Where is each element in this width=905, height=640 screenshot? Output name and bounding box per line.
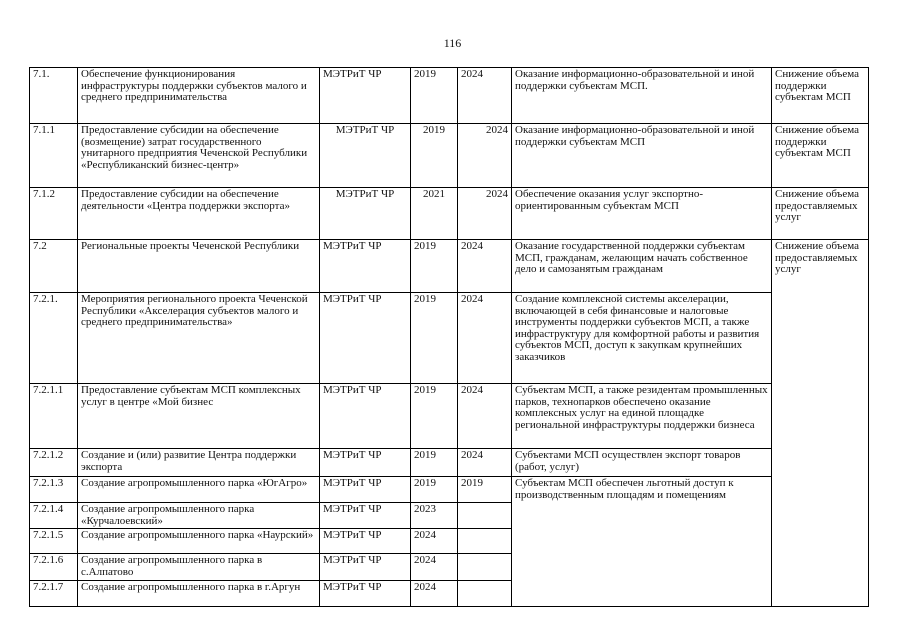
start-year: 2023 xyxy=(411,503,458,529)
measure-name: Мероприятия регионального проекта Чеченской Республики «Акселерация субъектов малого и среднего предпринимательства» xyxy=(78,293,320,384)
table-row xyxy=(30,449,869,477)
expected-result: Оказание информационно-образовательной и иной поддержки субъектам МСП. xyxy=(512,68,772,124)
row-number: 7.2.1.4 xyxy=(30,503,78,529)
end-year xyxy=(458,581,512,607)
end-year: 2024 xyxy=(458,449,512,477)
measure-name: Создание и (или) развитие Центра поддержки экспорта xyxy=(78,449,320,477)
expected-result: Оказание государственной поддержки субъектам МСП, гражданам, желающим начать собственное дело и самозанятым гражданам xyxy=(512,240,772,293)
end-year: 2024 xyxy=(458,384,512,449)
row-number: 7.2.1.3 xyxy=(30,477,78,503)
table-row xyxy=(30,477,869,503)
executor: МЭТРиТ ЧР xyxy=(320,188,411,240)
start-year: 2024 xyxy=(411,581,458,607)
table-row xyxy=(30,240,869,293)
end-year: 2024 xyxy=(458,188,512,240)
table-row xyxy=(30,293,869,384)
risk-indicator: Снижение объема поддержки субъектам МСП xyxy=(772,124,869,188)
measure-name: Создание агропромышленного парка «Курчалоевский» xyxy=(78,503,320,529)
expected-result: Субъектам МСП, а также резидентам промышленных парков, технопарков обеспечено оказание комплексных услуг на единой площадке региональной инфраструктуры поддержки бизнеса xyxy=(512,384,772,449)
start-year: 2019 xyxy=(411,477,458,503)
row-number: 7.1.2 xyxy=(30,188,78,240)
row-number: 7.2.1.6 xyxy=(30,554,78,581)
measure-name: Обеспечение функционирования инфраструктуры поддержки субъектов малого и среднего предпринимательства xyxy=(78,68,320,124)
expected-result: Субъектами МСП осуществлен экспорт товаров (работ, услуг) xyxy=(512,449,772,477)
end-year: 2024 xyxy=(458,68,512,124)
expected-result: Субъектам МСП обеспечен льготный доступ к производственным площадям и помещениям xyxy=(512,477,772,607)
executor: МЭТРиТ ЧР xyxy=(320,124,411,188)
measure-name: Предоставление субсидии на обеспечение (возмещение) затрат государственного унитарного предприятия Чеченской Республики «Республиканский бизнес-центр» xyxy=(78,124,320,188)
start-year: 2019 xyxy=(411,68,458,124)
executor: МЭТРиТ ЧР xyxy=(320,581,411,607)
start-year: 2019 xyxy=(411,449,458,477)
end-year: 2024 xyxy=(458,293,512,384)
measure-name: Региональные проекты Чеченской Республики xyxy=(78,240,320,293)
start-year: 2019 xyxy=(411,240,458,293)
measure-name: Создание агропромышленного парка «Наурский» xyxy=(78,529,320,554)
measure-name: Предоставление субсидии на обеспечение деятельности «Центра поддержки экспорта» xyxy=(78,188,320,240)
start-year: 2021 xyxy=(411,188,458,240)
executor: МЭТРиТ ЧР xyxy=(320,477,411,503)
row-number: 7.2 xyxy=(30,240,78,293)
measure-name: Создание агропромышленного парка «ЮгАгро» xyxy=(78,477,320,503)
table-row xyxy=(30,384,869,449)
executor: МЭТРиТ ЧР xyxy=(320,293,411,384)
end-year: 2024 xyxy=(458,124,512,188)
end-year xyxy=(458,529,512,554)
table-row xyxy=(30,188,869,240)
expected-result: Оказание информационно-образовательной и иной поддержки субъектам МСП xyxy=(512,124,772,188)
measure-name: Создание агропромышленного парка в г.Аргун xyxy=(78,581,320,607)
expected-result: Создание комплексной системы акселерации, включающей в себя финансовые и налоговые инструменты поддержки субъектов МСП, а также инфраструктуру для комфортной работы и развития субъектов МСП, доступ к закупкам крупнейших заказчиков xyxy=(512,293,772,384)
executor: МЭТРиТ ЧР xyxy=(320,529,411,554)
table-row xyxy=(30,68,869,124)
executor: МЭТРиТ ЧР xyxy=(320,384,411,449)
table-row xyxy=(30,124,869,188)
start-year: 2019 xyxy=(411,384,458,449)
risk-indicator: Снижение объема поддержки субъектам МСП xyxy=(772,68,869,124)
row-number: 7.2.1. xyxy=(30,293,78,384)
start-year: 2019 xyxy=(411,293,458,384)
page-number: 116 xyxy=(443,36,462,50)
start-year: 2024 xyxy=(411,554,458,581)
executor: МЭТРиТ ЧР xyxy=(320,554,411,581)
executor: МЭТРиТ ЧР xyxy=(320,68,411,124)
executor: МЭТРиТ ЧР xyxy=(320,449,411,477)
measure-name: Предоставление субъектам МСП комплексных услуг в центре «Мой бизнес xyxy=(78,384,320,449)
row-number: 7.2.1.7 xyxy=(30,581,78,607)
risk-indicator: Снижение объема предоставляемых услуг xyxy=(772,240,869,607)
end-year: 2019 xyxy=(458,477,512,503)
start-year: 2024 xyxy=(411,529,458,554)
end-year xyxy=(458,503,512,529)
executor: МЭТРиТ ЧР xyxy=(320,240,411,293)
end-year xyxy=(458,554,512,581)
measure-name: Создание агропромышленного парка в с.Алпатово xyxy=(78,554,320,581)
start-year: 2019 xyxy=(411,124,458,188)
risk-indicator: Снижение объема предоставляемых услуг xyxy=(772,188,869,240)
row-number: 7.1. xyxy=(30,68,78,124)
row-number: 7.2.1.2 xyxy=(30,449,78,477)
expected-result: Обеспечение оказания услуг экспортно-ориентированным субъектам МСП xyxy=(512,188,772,240)
end-year: 2024 xyxy=(458,240,512,293)
measures-table xyxy=(29,67,869,607)
row-number: 7.2.1.1 xyxy=(30,384,78,449)
row-number: 7.1.1 xyxy=(30,124,78,188)
executor: МЭТРиТ ЧР xyxy=(320,503,411,529)
row-number: 7.2.1.5 xyxy=(30,529,78,554)
